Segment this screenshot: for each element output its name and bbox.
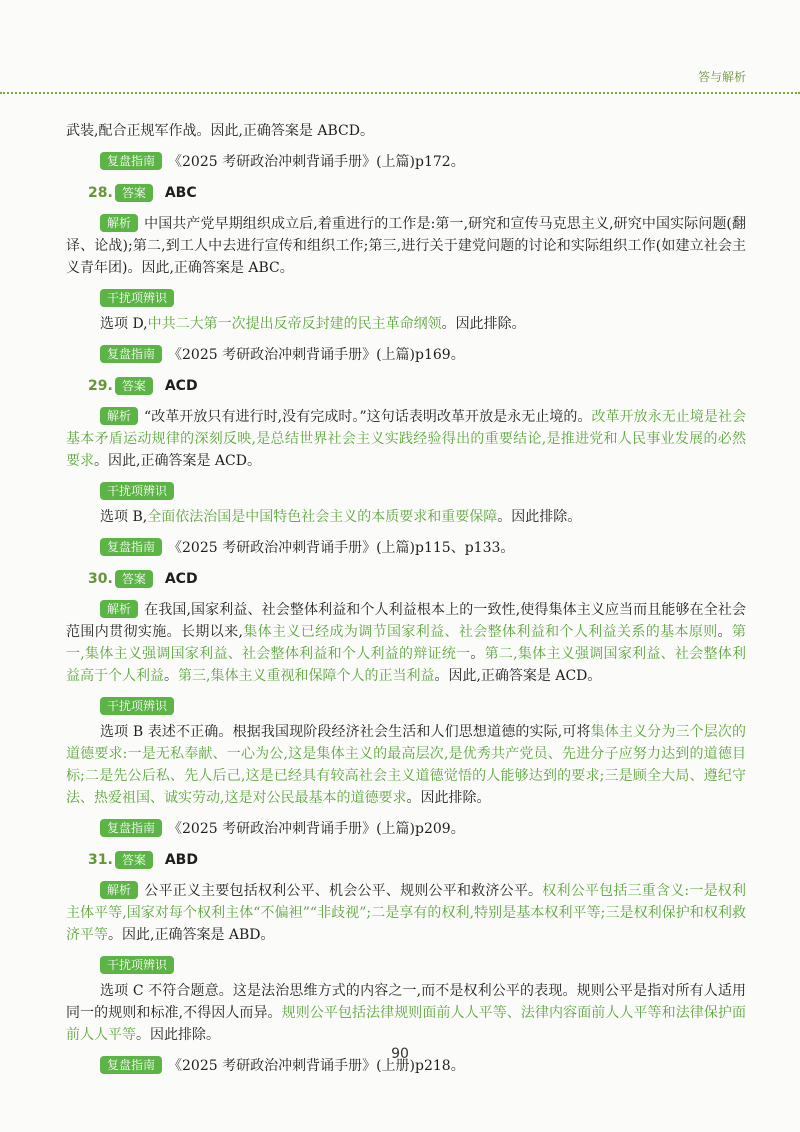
- question-number: 30.: [88, 571, 113, 587]
- analysis-tag: 解析: [100, 881, 138, 899]
- question-header: [88, 568, 746, 590]
- review-text: 《2025 考研政治冲刺背诵手册》(上篇)p169。: [168, 347, 465, 363]
- answer-tag: 答案: [115, 851, 153, 869]
- question-block: [66, 375, 746, 559]
- highlighted-text: 第三,集体主义重视和保障个人的正当利益: [178, 668, 435, 684]
- answer-value: ABD: [164, 852, 198, 868]
- text-run: 在我国,国家利益、社会整体利益和个人利益根本上的一致性,使得集体主义应当而且能够在全社会范围内贯彻实施。长期以来,: [66, 602, 746, 640]
- highlighted-text: 权利公平包括三重含义:一是权利主体平等,国家对每个权利主体“不偏袒”“非歧视”;二是享有的权利,特别是基本权利平等;三是权利保护和权利救济平等: [66, 883, 746, 943]
- highlighted-text: 中共二大第一次提出反帝反封建的民主革命纲领: [147, 316, 442, 332]
- text-run: 选项 B,: [100, 509, 148, 525]
- highlighted-text: 全面依法治国是中国特色社会主义的本质要求和重要保障: [147, 509, 498, 525]
- analysis-paragraph: [66, 213, 746, 279]
- text-run: 选项 D,: [100, 316, 148, 332]
- question-header: [88, 375, 746, 397]
- review-tag: 复盘指南: [100, 538, 162, 556]
- text-run: 。因此,正确答案是 ABD。: [108, 927, 275, 943]
- text-run: 。因此排除。: [441, 316, 526, 332]
- text-run: 。因此排除。: [406, 790, 491, 806]
- analysis-paragraph: [66, 599, 746, 687]
- text-run: 。因此,正确答案是 ACD。: [94, 453, 261, 469]
- highlighted-text: 第一,集体主义强调国家利益、社会整体利益和个人利益的辩证统一: [66, 624, 747, 662]
- review-tag: 复盘指南: [100, 345, 162, 363]
- text-run: 。因此排除。: [497, 509, 582, 525]
- review-text: 《2025 考研政治冲刺背诵手册》(上篇)p172。: [168, 154, 465, 170]
- distractor-tag: 干扰项辨识: [100, 289, 174, 307]
- distractor-paragraph: [66, 506, 746, 528]
- question-block: [66, 568, 746, 840]
- distractor-tag: 干扰项辨识: [100, 482, 174, 500]
- review-text: 《2025 考研政治冲刺背诵手册》(上册)p218。: [168, 1058, 465, 1074]
- analysis-tag: 解析: [100, 600, 138, 618]
- text-run: 选项 C 不符合题意。这是法治思维方式的内容之一,而不是权利公平的表现。规则公平是指对所有人适用同一的规则和标准,不得因人而异。: [66, 983, 746, 1021]
- text-run: 选项 B 表述不正确。根据我国现阶段经济社会生活和人们思想道德的实际,可将: [100, 724, 591, 740]
- text-run: “改革开放只有进行时,没有完成时。”这句话表明改革开放是永无止境的。: [144, 409, 592, 425]
- lead-review: [66, 151, 746, 173]
- answer-tag: 答案: [115, 377, 153, 395]
- text-run: 。: [717, 624, 733, 640]
- answer-value: ABC: [164, 185, 197, 201]
- distractor-tag: 干扰项辨识: [100, 697, 174, 715]
- question-list: [66, 182, 746, 1077]
- question-number: 31.: [88, 852, 113, 868]
- answer-tag: 答案: [115, 184, 153, 202]
- highlighted-text: 改革开放永无止境是社会基本矛盾运动规律的深刻反映,是总结世界社会主义实践经验得出的重要结论,是推进党和人民事业发展的必然要求: [66, 409, 747, 469]
- highlighted-text: 第二,集体主义强调国家利益、社会整体利益高于个人利益: [66, 646, 747, 684]
- text-run: 公平正义主要包括权利公平、机会公平、规则公平和救济公平。: [144, 883, 543, 899]
- review-line: [66, 344, 746, 366]
- question-block: [66, 849, 746, 1077]
- highlighted-text: 规则公平包括法律规则面前人人平等、法律内容面前人人平等和法律保护面前人人平等: [66, 1005, 747, 1043]
- review-line: [66, 537, 746, 559]
- question-number: 28.: [88, 185, 113, 201]
- text-run: 。: [164, 668, 178, 684]
- review-tag: 复盘指南: [100, 1056, 162, 1074]
- answer-tag: 答案: [115, 570, 153, 588]
- text-run: 。: [470, 646, 485, 662]
- highlighted-text: 集体主义分为三个层次的道德要求:一是无私奉献、一心为公,这是集体主义的最高层次,是优秀共产党员、先进分子应努力达到的道德目标;二是先公后私、先人后己,这是已经具有较高社会主义道德觉悟的人能够达到的要求;三是顾全大局、遵纪守法、热爱祖国、诚实劳动,这是对公民最基本的道德要求: [66, 724, 747, 806]
- text-run: 中国共产党早期组织成立后,着重进行的工作是:第一,研究和宣传马克思主义,研究中国实际问题(翻译、论战);第二,到工人中去进行宣传和组织工作;第三,进行关于建党问题的讨论和实际组织工作(如建立社会主义青年团)。因此,正确答案是 ABC。: [66, 216, 746, 276]
- analysis-paragraph: [66, 406, 746, 472]
- question-number: 29.: [88, 378, 113, 394]
- running-header: 答与解析: [697, 70, 746, 84]
- review-tag: 复盘指南: [100, 819, 162, 837]
- question-header: [88, 849, 746, 871]
- question-header: [88, 182, 746, 204]
- analysis-tag: 解析: [100, 214, 138, 232]
- answer-value: ACD: [164, 378, 198, 394]
- header-divider: [0, 92, 800, 94]
- distractor-paragraph: [66, 721, 746, 809]
- review-text: 《2025 考研政治冲刺背诵手册》(上篇)p115、p133。: [168, 540, 515, 556]
- text-run: 。因此,正确答案是 ACD。: [434, 668, 602, 684]
- answer-value: ACD: [164, 571, 198, 587]
- distractor-paragraph: [66, 313, 746, 335]
- distractor-paragraph: [66, 980, 746, 1046]
- text-run: 。因此排除。: [136, 1027, 220, 1043]
- highlighted-text: 集体主义已经成为调节国家利益、社会整体利益和个人利益关系的基本原则: [242, 624, 718, 640]
- review-text: 《2025 考研政治冲刺背诵手册》(上篇)p209。: [168, 821, 465, 837]
- lead-paragraph: 武装,配合正规军作战。因此,正确答案是 ABCD。: [66, 123, 374, 139]
- analysis-paragraph: [66, 880, 746, 946]
- page-number: 90: [391, 1046, 409, 1062]
- question-block: [66, 182, 746, 366]
- review-tag: 复盘指南: [100, 152, 162, 170]
- review-line: [66, 818, 746, 840]
- page-content: [66, 120, 746, 1086]
- distractor-tag: 干扰项辨识: [100, 956, 174, 974]
- analysis-tag: 解析: [100, 407, 138, 425]
